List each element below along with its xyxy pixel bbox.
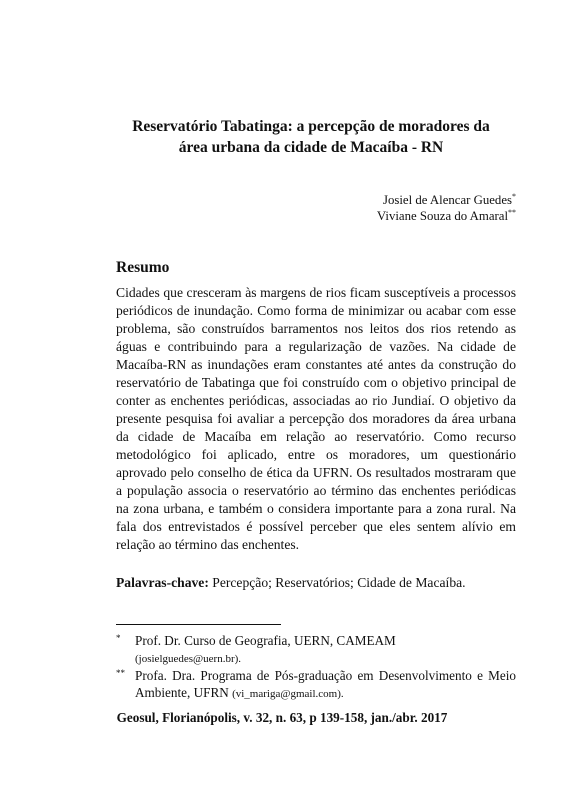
footnote-separator: [116, 624, 281, 625]
author-1-name: Josiel de Alencar Guedes: [383, 193, 512, 207]
footnote-2-contact: (vi_mariga@gmail.com).: [232, 688, 344, 700]
author-2-name: Viviane Souza do Amaral: [376, 209, 508, 223]
article-title-line-1: Reservatório Tabatinga: a percepção de moradores da: [132, 118, 490, 135]
footnote-2-text: Profa. Dra. Programa de Pós-graduação em Desenvolvimento e Meio Ambiente, UFRN: [135, 668, 516, 700]
article-title: [100, 116, 522, 158]
footnote-1-mark: *: [116, 633, 121, 643]
footnote-2: [116, 667, 516, 703]
author-1: [377, 192, 516, 208]
author-list: [377, 192, 516, 224]
journal-citation: Geosul, Florianópolis, v. 32, n. 63, p 139-158, jan./abr. 2017: [116, 710, 448, 725]
author-2-footnote-mark: **: [508, 208, 516, 217]
author-1-footnote-mark: *: [512, 192, 516, 201]
abstract-body: Cidades que cresceram às margens de rios ficam susceptíveis a processos periódicos de inundação. Como forma de minimizar ou acabar com esse problema, são construídos barramentos nos leitos dos rios retendo as águas e contribuindo para a regularização de vazões. Na cidade de Macaíba-RN as inundações eram constantes até antes da construção do reservatório de Tabatinga que foi construído com o objetivo principal de conter as enchentes periódicas, associadas ao rio Jundiaí. O objetivo da presente pesquisa foi avaliar a percepção dos moradores da área urbana da cidade de Macaíba em relação ao reservatório. Como recurso metodológico foi aplicado, entre os moradores, um questionário aprovado pelo conselho de ética da UFRN. Os resultados mostraram que a população associa o reservatório ao término das enchentes periódicas na zona urbana, e também o considera importante para a zona rural. Na fala dos entrevistados é possível perceber que eles sentem alívio em relação ao término das enchentes.: [116, 285, 516, 552]
footnote-1: [116, 632, 516, 668]
abstract-heading: Resumo: [116, 259, 170, 276]
keywords: [116, 574, 526, 592]
footnote-1-text: Prof. Dr. Curso de Geografia, UERN, CAMEAM: [135, 633, 396, 648]
article-title-line-2: área urbana da cidade de Macaíba - RN: [178, 139, 444, 156]
author-2: [377, 208, 516, 224]
keywords-label: Palavras-chave:: [116, 575, 209, 590]
keywords-text: Percepção; Reservatórios; Cidade de Macaíba.: [208, 575, 466, 590]
footnote-1-contact: (josielguedes@uern.br).: [135, 653, 242, 665]
footnote-2-mark: **: [116, 668, 125, 678]
